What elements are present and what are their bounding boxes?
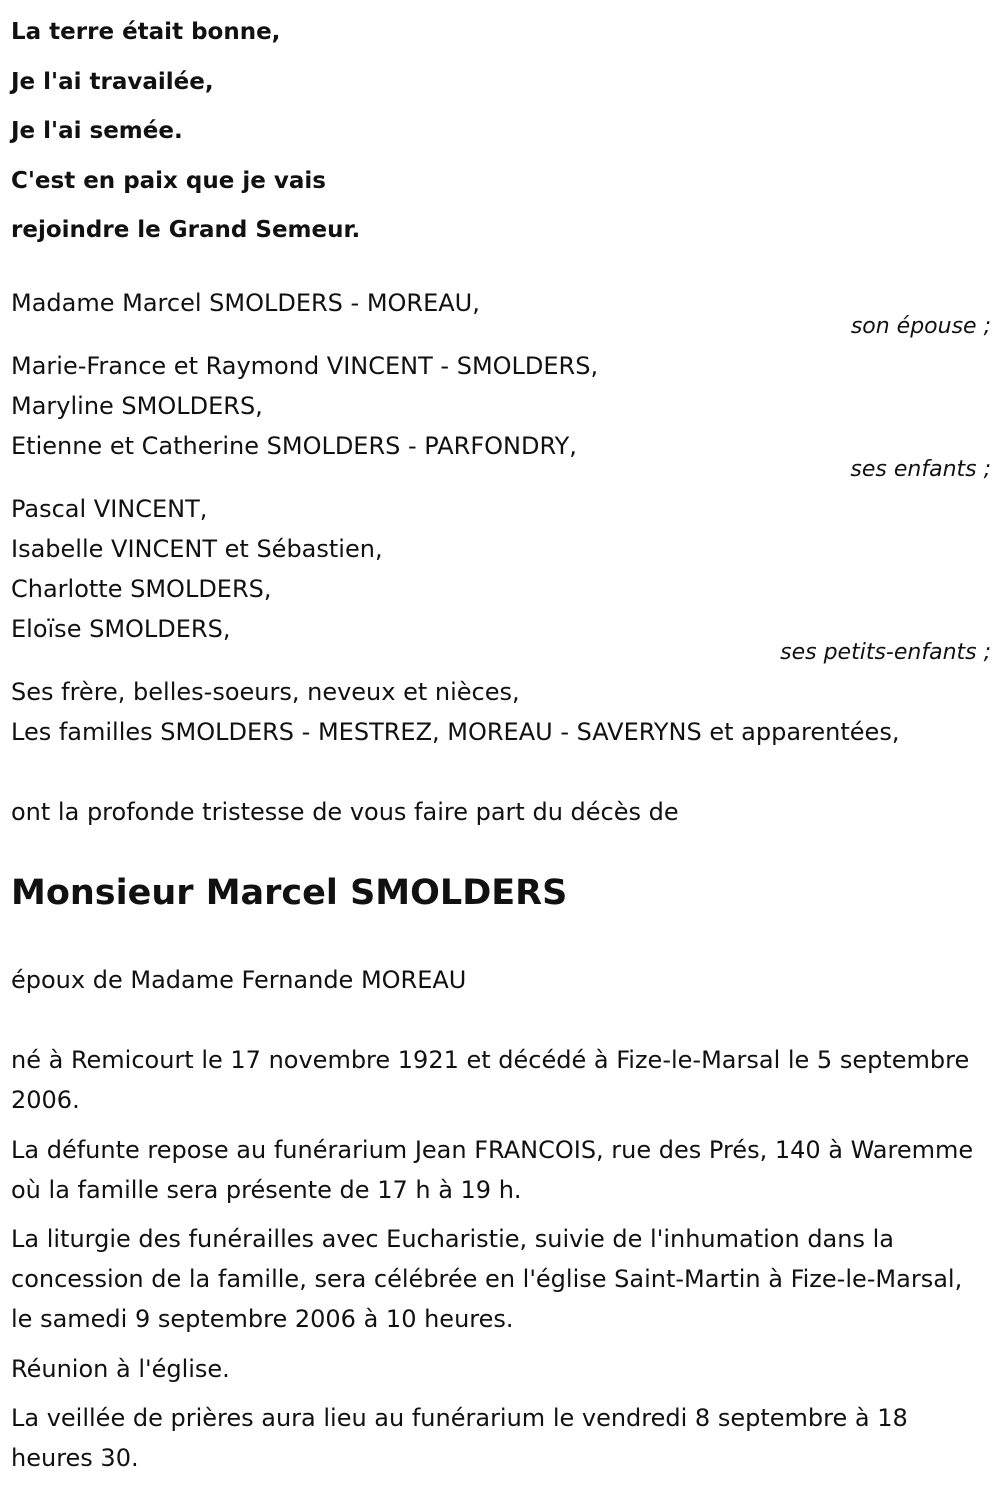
- grandchildren-section: [11, 489, 991, 666]
- poem-line: La terre était bonne,: [11, 19, 281, 45]
- child-line: Maryline SMOLDERS,: [11, 392, 263, 420]
- relatives-line: Les familles SMOLDERS - MESTREZ, MOREAU - SAVERYNS et apparentées,: [11, 718, 900, 746]
- children-section: [11, 346, 991, 483]
- spouse-of-text: époux de Madame Fernande MOREAU: [11, 966, 467, 994]
- poem: [11, 8, 360, 256]
- meeting-paragraph: Réunion à l'église.: [11, 1355, 230, 1383]
- deceased-name: Monsieur Marcel SMOLDERS: [11, 873, 568, 913]
- spouse-role: son épouse ;: [850, 314, 991, 339]
- vigil-paragraph: La veillée de prières aura lieu au funérarium le vendredi 8 septembre à 18 heures 30.: [11, 1404, 908, 1472]
- spouse-of: [11, 960, 991, 1000]
- poem-line: rejoindre le Grand Semeur.: [11, 217, 361, 243]
- relatives-line: Ses frère, belles-soeurs, neveux et nièces,: [11, 678, 520, 706]
- grandchild-line: Charlotte SMOLDERS,: [11, 575, 272, 603]
- relatives-section: [11, 672, 991, 752]
- poem-line: C'est en paix que je vais: [11, 167, 326, 194]
- repose-paragraph: La défunte repose au funérarium Jean FRANCOIS, rue des Prés, 140 à Waremme où la famille sera présente de 17 h à 19 h.: [11, 1136, 974, 1204]
- spouse-section: [11, 283, 991, 340]
- announcement: [11, 792, 991, 832]
- liturgy-paragraph: La liturgie des funérailles avec Eucharistie, suivie de l'inhumation dans la concession de la famille, sera célébrée en l'église Saint-Martin à Fize-le-Marsal, le samedi 9 septembre 2006 à 10 heures.: [11, 1225, 963, 1333]
- spouse-name: Madame Marcel SMOLDERS - MOREAU,: [11, 289, 480, 317]
- grandchild-line: Eloïse SMOLDERS,: [11, 615, 231, 643]
- child-line: Etienne et Catherine SMOLDERS - PARFONDRY,: [11, 432, 577, 460]
- child-line: Marie-France et Raymond VINCENT - SMOLDERS,: [11, 352, 599, 380]
- poem-line: Je l'ai travailée,: [11, 68, 214, 95]
- announcement-text: ont la profonde tristesse de vous faire part du décès de: [11, 798, 679, 826]
- grandchild-line: Pascal VINCENT,: [11, 495, 208, 523]
- children-role: ses enfants ;: [850, 457, 991, 482]
- grandchildren-role: ses petits-enfants ;: [780, 640, 991, 665]
- poem-line: Je l'ai semée.: [11, 118, 183, 144]
- birth-death-paragraph: né à Remicourt le 17 novembre 1921 et décédé à Fize-le-Marsal le 5 septembre 2006.: [11, 1046, 970, 1114]
- grandchild-line: Isabelle VINCENT et Sébastien,: [11, 535, 383, 563]
